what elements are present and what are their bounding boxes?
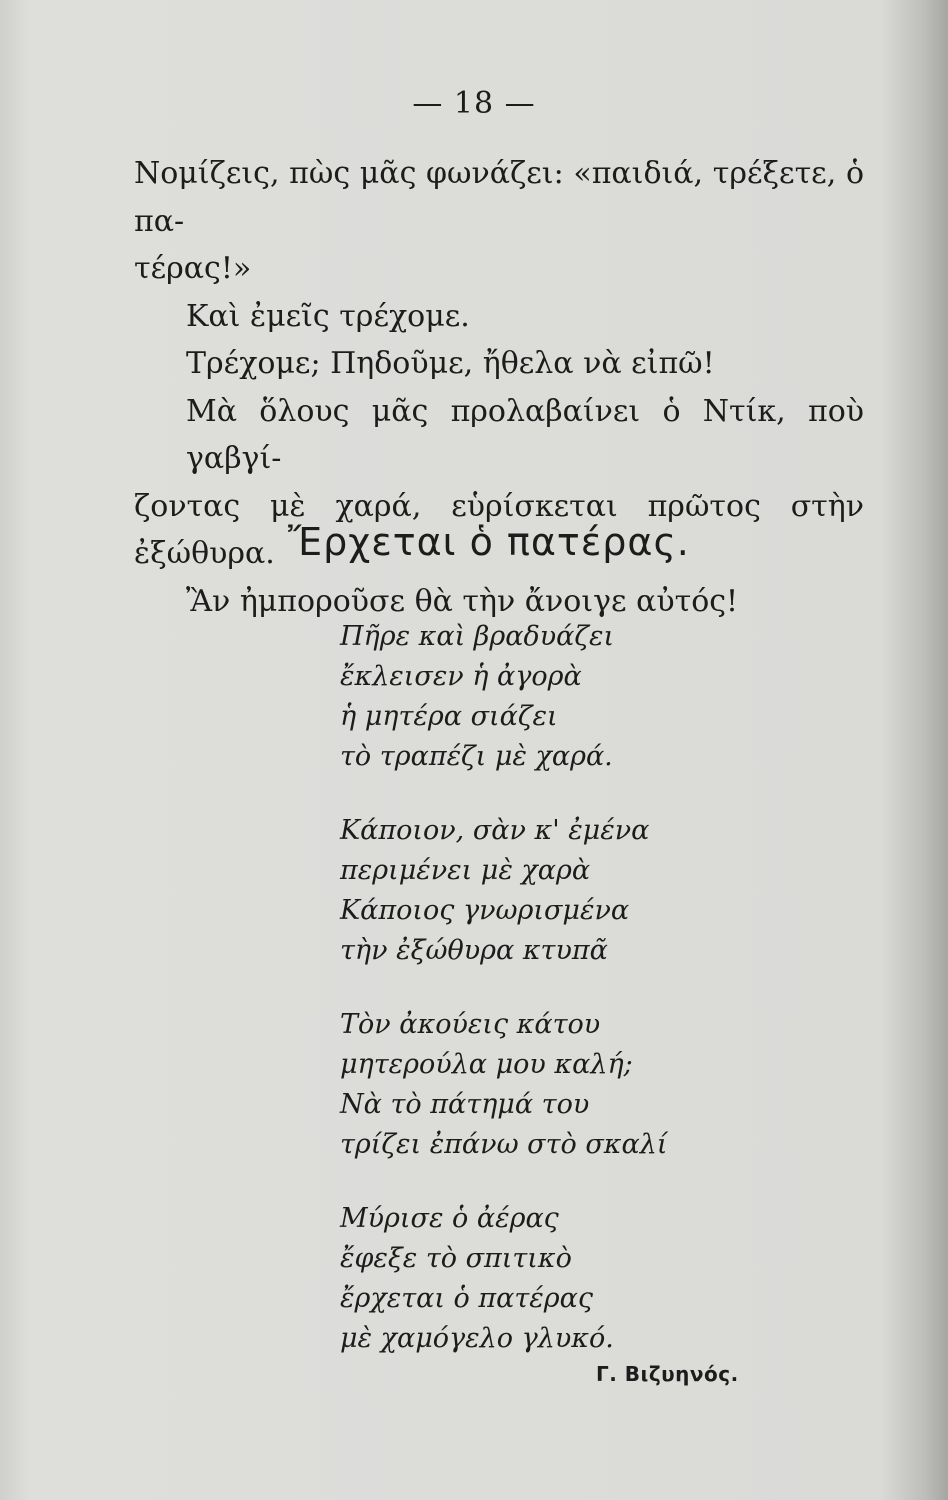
prose-line: Νομίζεις, πὼς μᾶς φωνάζει: «παιδιά, τρέξετε, ὁ πα- bbox=[134, 156, 864, 239]
poem-title: Ἔρχεται ὁ πατέρας. bbox=[288, 520, 690, 564]
poem-line: Μύρισε ὁ ἀέρας bbox=[340, 1203, 559, 1234]
page-number: — 18 — bbox=[412, 86, 536, 121]
poem-line: ἔκλεισεν ἡ ἀγορὰ bbox=[340, 661, 582, 692]
poem-stanza bbox=[340, 1005, 740, 1165]
poem-stanza bbox=[340, 617, 740, 777]
prose-line: Μὰ ὅλους μᾶς προλαβαίνει ὁ Ντίκ, ποὺ γαβγί- bbox=[186, 393, 864, 476]
poem-line: ἔρχεται ὁ πατέρας bbox=[340, 1283, 594, 1314]
poem-line: τὴν ἐξώθυρα κτυπᾶ bbox=[340, 935, 608, 966]
poem-line: Κάποιον, σὰν κ' ἐμένα bbox=[340, 815, 650, 846]
poem-line: ἡ μητέρα σιάζει bbox=[340, 701, 558, 732]
poem-stanza bbox=[340, 1199, 740, 1359]
prose-line: τέρας!» bbox=[134, 251, 252, 286]
prose-line: Τρέχομε; Πηδοῦμε, ἤθελα νὰ εἰπῶ! bbox=[186, 346, 715, 381]
poem-line: μητερούλα μου καλή; bbox=[340, 1049, 633, 1080]
author-signature: Γ. Βιζυηνός. bbox=[596, 1362, 739, 1386]
poem-line: Νὰ τὸ πάτημά του bbox=[340, 1089, 590, 1120]
prose-line: ζοντας μὲ χαρά, εὑρίσκεται πρῶτος στὴν ἐξώθυρα. bbox=[134, 488, 864, 571]
poem-line: τὸ τραπέζι μὲ χαρά. bbox=[340, 741, 613, 772]
poem-stanza bbox=[340, 811, 740, 971]
poem-line: ἔφεξε τὸ σπιτικὸ bbox=[340, 1243, 572, 1274]
poem bbox=[340, 617, 740, 1393]
prose-line: Καὶ ἐμεῖς τρέχομε. bbox=[186, 298, 470, 334]
poem-line: περιμένει μὲ χαρὰ bbox=[340, 855, 591, 886]
poem-line: Πῆρε καὶ βραδυάζει bbox=[340, 621, 615, 652]
prose-line: Ἂν ἠμποροῦσε θὰ τὴν ἄνοιγε αὐτός! bbox=[186, 583, 739, 619]
poem-line: Κάποιος γνωρισμένα bbox=[340, 895, 630, 926]
poem-line: μὲ χαμόγελο γλυκό. bbox=[340, 1323, 614, 1354]
poem-line: Τὸν ἀκούεις κάτου bbox=[340, 1009, 601, 1040]
poem-line: τρίζει ἐπάνω στὸ σκαλί bbox=[340, 1129, 668, 1160]
